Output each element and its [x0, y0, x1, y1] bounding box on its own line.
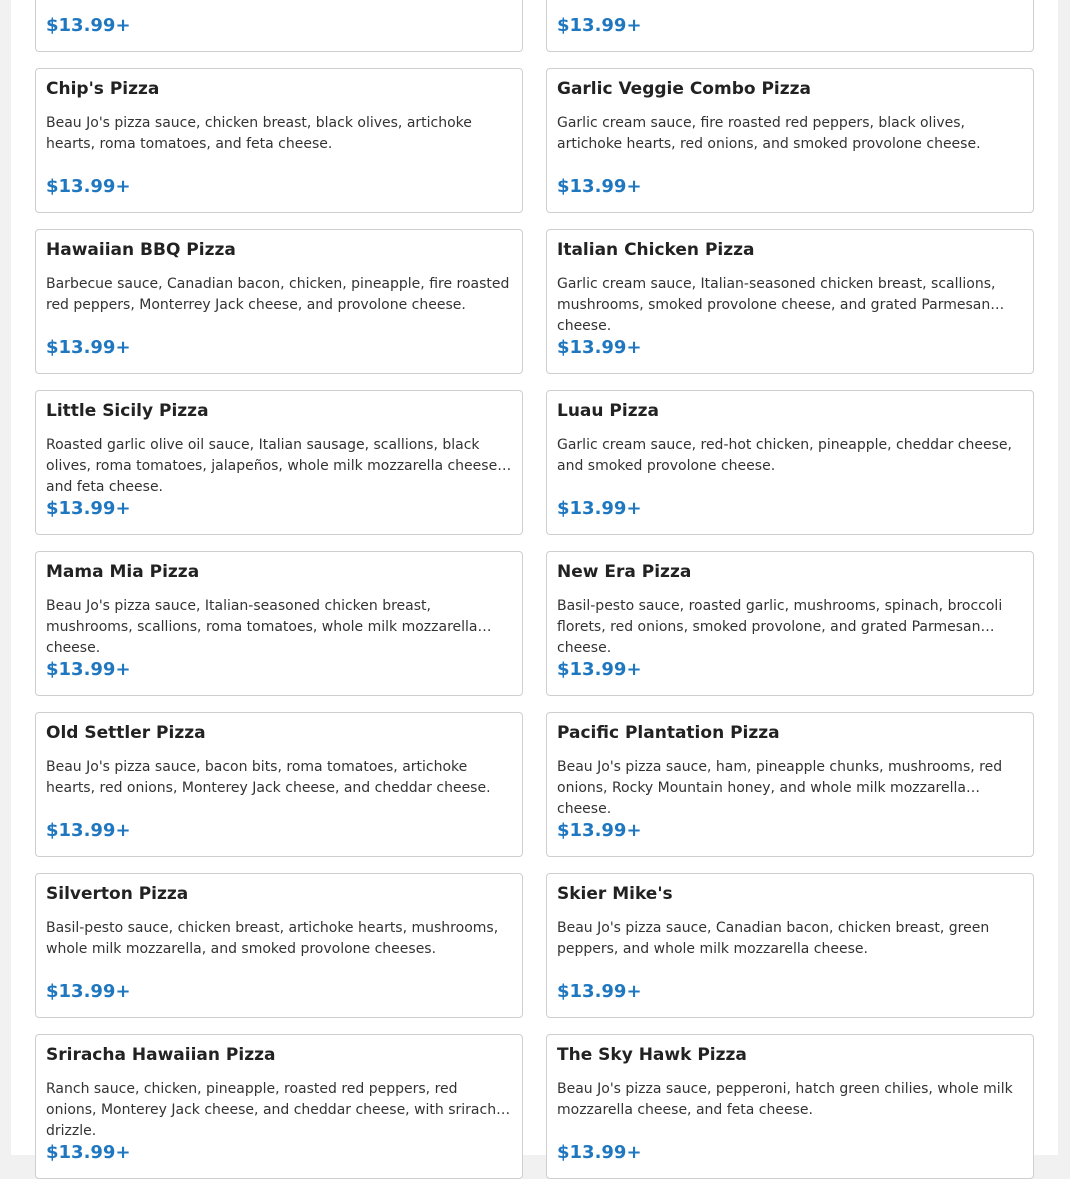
menu-item-price: $13.99+ [46, 1142, 131, 1163]
menu-item-description: Beau Jo's pizza sauce, Canadian bacon, chicken breast, green peppers, and whole milk mozzarella cheese. [557, 920, 990, 957]
menu-item-description: Barbecue sauce, Canadian bacon, chicken, pineapple, fire roasted red peppers, Monterrey Jack cheese, and provolone cheese. [46, 276, 510, 313]
menu-item-name: New Era Pizza [557, 562, 692, 582]
menu-item-name: Chip's Pizza [46, 79, 160, 99]
menu-item-description: Beau Jo's pizza sauce, pepperoni, hatch green chilies, whole milk mozzarella cheese, and feta cheese. [557, 1081, 1013, 1118]
menu-item-card[interactable] [546, 68, 1034, 213]
menu-item-description: Beau Jo's pizza sauce, bacon bits, roma tomatoes, artichoke hearts, red onions, Monterey Jack cheese, and cheddar cheese. [46, 759, 491, 796]
menu-item-card[interactable] [546, 873, 1034, 1018]
menu-item-description: Basil-pesto sauce, roasted garlic, mushrooms, spinach, broccoli florets, red onions, smoked provolone, and grated Parmesan cheese. [557, 598, 1003, 656]
menu-item-card[interactable] [546, 1034, 1034, 1179]
menu-item-card[interactable] [35, 873, 523, 1018]
menu-item-price: $13.99+ [46, 15, 131, 36]
menu-grid [35, 0, 1034, 1179]
menu-item-card[interactable] [546, 390, 1034, 535]
menu-item-price: $13.99+ [557, 1142, 642, 1163]
menu-item-card[interactable] [546, 0, 1034, 52]
menu-item-price: $13.99+ [557, 176, 642, 197]
menu-item-description: Basil-pesto sauce, chicken breast, artichoke hearts, mushrooms, whole milk mozzarella, and smoked provolone cheeses. [46, 920, 499, 957]
menu-item-price: $13.99+ [557, 498, 642, 519]
menu-item-name: Pacific Plantation Pizza [557, 723, 780, 743]
menu-item-description: Garlic cream sauce, fire roasted red peppers, black olives, artichoke hearts, red onions, and smoked provolone cheese. [557, 115, 981, 152]
menu-item-description: Beau Jo's pizza sauce, ham, pineapple chunks, mushrooms, red onions, Rocky Mountain honey, and whole milk mozzarella cheese. [557, 759, 1003, 817]
menu-item-description: Beau Jo's pizza sauce, chicken breast, black olives, artichoke hearts, roma tomatoes, and feta cheese. [46, 115, 472, 152]
menu-item-name: Luau Pizza [557, 401, 659, 421]
menu-item-card[interactable] [546, 229, 1034, 374]
menu-item-price: $13.99+ [557, 820, 642, 841]
menu-item-price: $13.99+ [557, 15, 642, 36]
menu-item-price: $13.99+ [557, 337, 642, 358]
menu-item-card[interactable] [35, 712, 523, 857]
menu-item-price: $13.99+ [46, 337, 131, 358]
menu-item-card[interactable] [35, 390, 523, 535]
menu-item-name: Hawaiian BBQ Pizza [46, 240, 236, 260]
menu-item-price: $13.99+ [46, 659, 131, 680]
menu-item-price: $13.99+ [46, 498, 131, 519]
menu-item-name: Little Sicily Pizza [46, 401, 209, 421]
menu-item-description: Ranch sauce, chicken, pineapple, roasted red peppers, red onions, Monterey Jack cheese, and cheddar cheese, with sriracha drizzle. [46, 1081, 505, 1139]
menu-item-price: $13.99+ [46, 981, 131, 1002]
menu-item-description: Beau Jo's pizza sauce, Italian-seasoned chicken breast, mushrooms, scallions, roma tomatoes, whole milk mozzarella cheese. [46, 598, 478, 656]
menu-item-price: $13.99+ [557, 981, 642, 1002]
menu-item-name: Sriracha Hawaiian Pizza [46, 1045, 276, 1065]
menu-item-name: Mama Mia Pizza [46, 562, 200, 582]
menu-item-card[interactable] [546, 551, 1034, 696]
menu-item-price: $13.99+ [46, 176, 131, 197]
menu-item-name: Silverton Pizza [46, 884, 189, 904]
menu-item-card[interactable] [35, 0, 523, 52]
menu-item-description: Roasted garlic olive oil sauce, Italian sausage, scallions, black olives, roma tomatoes, jalapeños, whole milk mozzarella cheese, and feta cheese. [46, 437, 502, 495]
menu-page [11, 0, 1058, 1163]
menu-item-name: Italian Chicken Pizza [557, 240, 755, 260]
menu-item-name: Old Settler Pizza [46, 723, 206, 743]
menu-item-name: Garlic Veggie Combo Pizza [557, 79, 812, 99]
menu-item-name: Skier Mike's [557, 884, 673, 904]
menu-item-card[interactable] [35, 551, 523, 696]
menu-item-description: Garlic cream sauce, Italian-seasoned chicken breast, scallions, mushrooms, smoked provolone cheese, and grated Parmesan cheese. [557, 276, 996, 334]
menu-item-price: $13.99+ [557, 659, 642, 680]
menu-item-description: Garlic cream sauce, red-hot chicken, pineapple, cheddar cheese, and smoked provolone cheese. [557, 437, 1012, 474]
menu-item-card[interactable] [35, 229, 523, 374]
menu-item-card[interactable] [546, 712, 1034, 857]
menu-item-card[interactable] [35, 68, 523, 213]
menu-item-price: $13.99+ [46, 820, 131, 841]
menu-item-card[interactable] [35, 1034, 523, 1179]
menu-item-name: The Sky Hawk Pizza [557, 1045, 747, 1065]
